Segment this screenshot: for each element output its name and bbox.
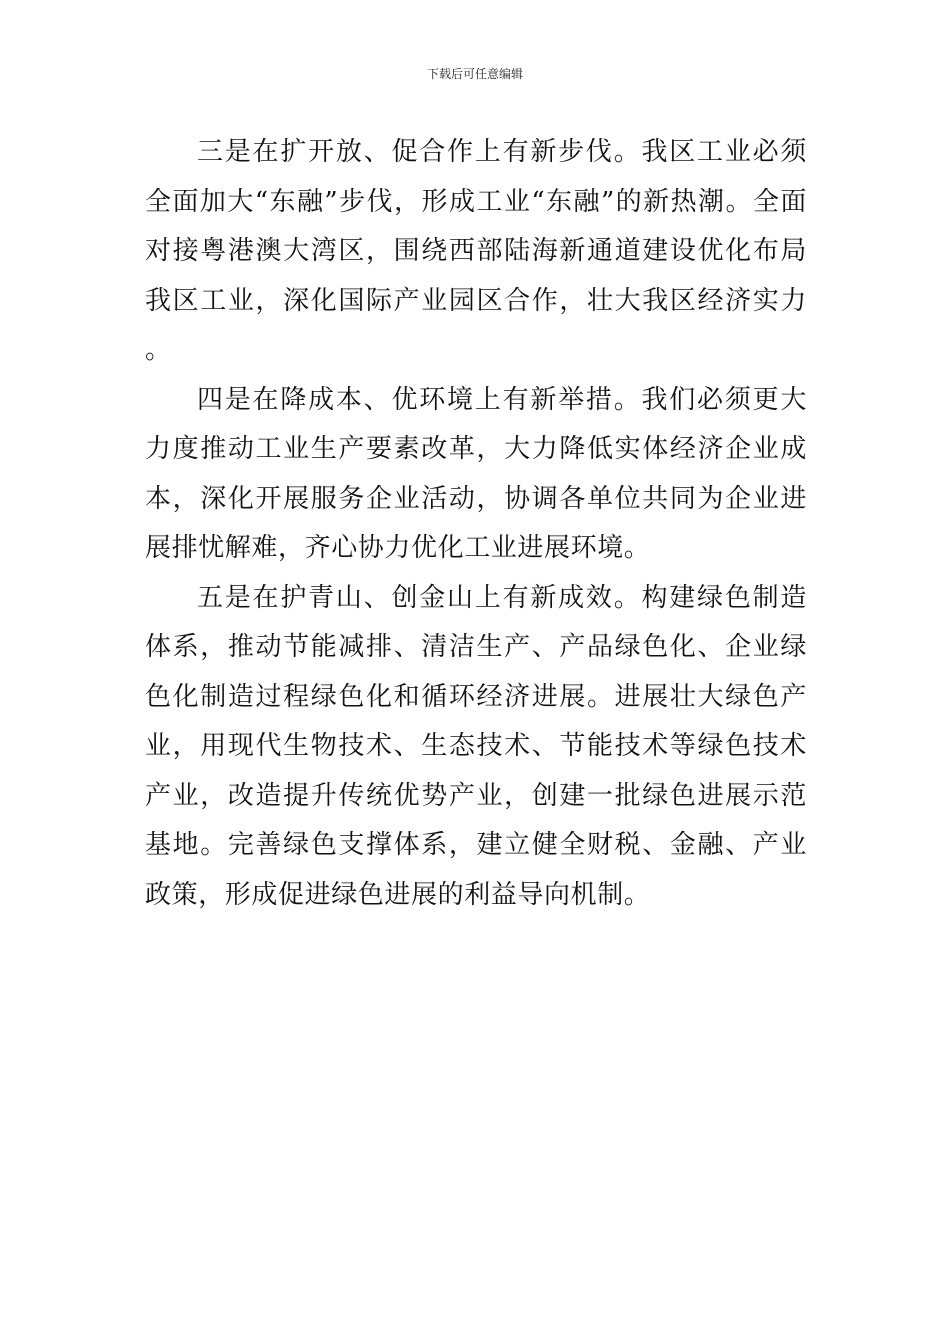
paragraph-green-development: 五是在护青山、创金山上有新成效。构建绿色制造体系，推动节能减排、清洁生产、产品绿色化、企业绿色化制造过程绿色化和循环经济进展。进展壮大绿色产业，用现代生物技术、生态技术、节能技术等绿色技术产业，改造提升传统优势产业，创建一批绿色进展示范基地。完善绿色支撑体系，建立健全财税、金融、产业政策，形成促进绿色进展的利益导向机制。 — [145, 582, 807, 910]
paragraph-reduce-costs: 四是在降成本、优环境上有新举措。我们必须更大力度推动工业生产要素改革，大力降低实体经济企业成本，深化开展服务企业活动，协调各单位共同为企业进展排忧解难，齐心协力优化工业进展环境。 — [145, 384, 807, 563]
paragraph-expand-opening: 三是在扩开放、促合作上有新步伐。我区工业必须全面加大“东融”步伐，形成工业“东融”的新热潮。全面对接粤港澳大湾区，围绕西部陆海新通道建设优化布局我区工业，深化国际产业园区合作，壮大我区经济实力。 — [145, 137, 807, 365]
body-text — [145, 128, 807, 920]
header-note: 下载后可任意编辑 — [426, 67, 523, 81]
